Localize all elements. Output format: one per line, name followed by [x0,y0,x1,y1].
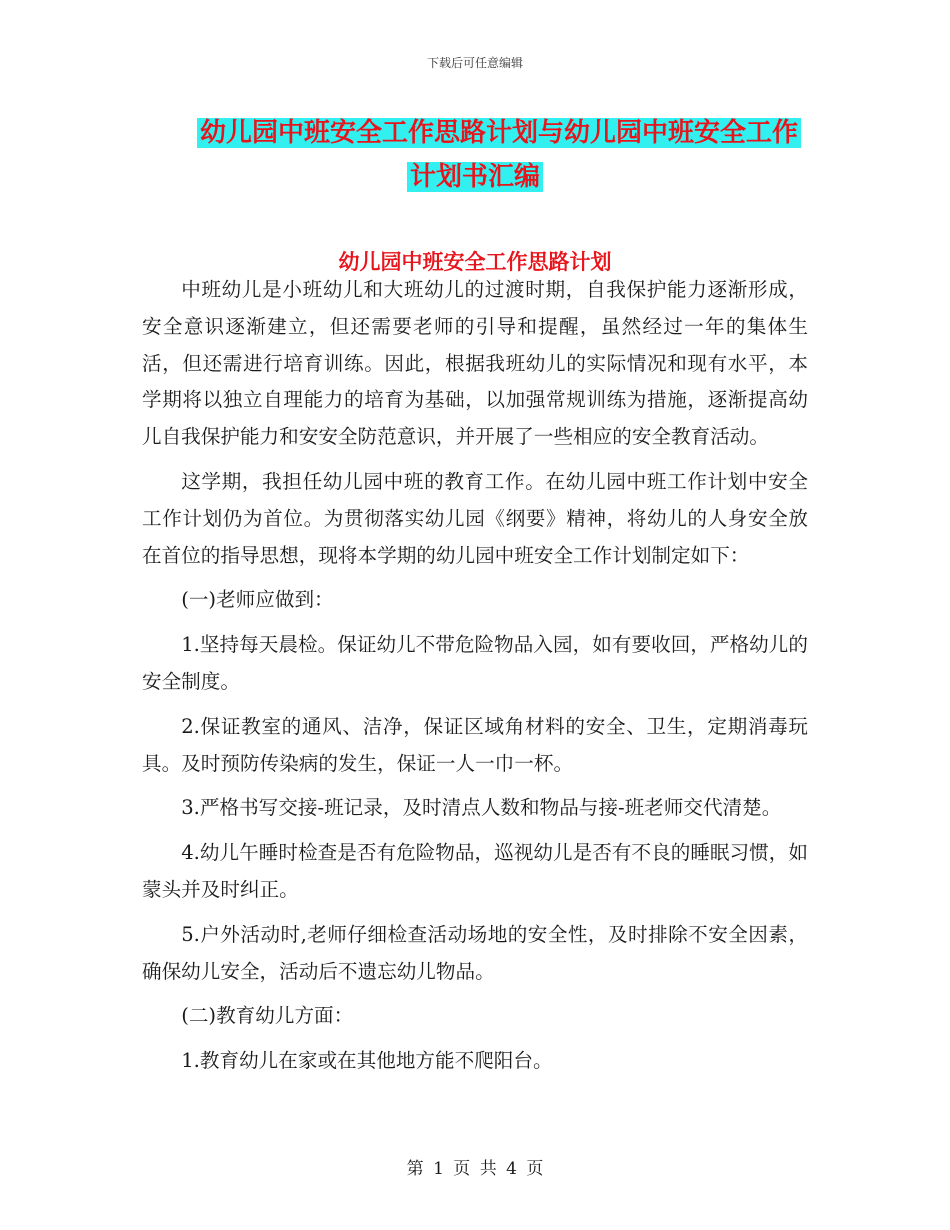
paragraph: 1.坚持每天晨检。保证幼儿不带危险物品入园，如有要收回，严格幼儿的安全制度。 [142,633,808,693]
document-title-text-1: 幼儿园中班安全工作思路计划与幼儿园中班安全工作 [197,118,801,148]
paragraph: 2.保证教室的通风、洁净，保证区域角材料的安全、卫生，定期消毒玩具。及时预防传染病的发生，保证一人一巾一杯。 [142,714,808,775]
paragraph: 5.户外活动时,老师仔细检查活动场地的安全性，及时排除不安全因素，确保幼儿安全，活动后不遗忘幼儿物品。 [142,922,808,983]
paragraph: (一)老师应做到： [181,588,334,612]
section-title: 幼儿园中班安全工作思路计划 [338,250,612,274]
document-title-line-1 [24,112,950,149]
paragraph: 这学期，我担任幼儿园中班的教育工作。在幼儿园中班工作计划中安全工作计划仍为首位。为贯彻落实幼儿园《纲要》精神，将幼儿的人身安全放在首位的指导思想，现将本学期的幼儿园中班安全工作计划制定如下： [142,469,808,567]
document-title-line-2 [0,156,950,193]
page-number-footer: 第 1 页 共 4 页 [406,1159,544,1179]
paragraph: 4.幼儿午睡时检查是否有危险物品，巡视幼儿是否有不良的睡眠习惯，如蒙头并及时纠正。 [142,841,808,901]
paragraph: 中班幼儿是小班幼儿和大班幼儿的过渡时期，自我保护能力逐渐形成，安全意识逐渐建立，但还需要老师的引导和提醒，虽然经过一年的集体生活，但还需进行培育训练。因此，根据我班幼儿的实际情况和现有水平，本学期将以独立自理能力的培育为基础，以加强常规训练为措施，逐渐提高幼儿自我保护能力和安安全防范意识，并开展了一些相应的安全教育活动。 [142,278,808,449]
document-title-text-2: 计划书汇编 [407,162,543,192]
paragraph: 1.教育幼儿在家或在其他地方能不爬阳台。 [181,1049,553,1073]
document-body [142,272,808,1088]
paragraph: 3.严格书写交接-班记录，及时清点人数和物品与接-班老师交代清楚。 [181,796,782,820]
header-note: 下载后可任意编辑 [426,56,523,70]
paragraph: (二)教育幼儿方面： [181,1004,354,1028]
